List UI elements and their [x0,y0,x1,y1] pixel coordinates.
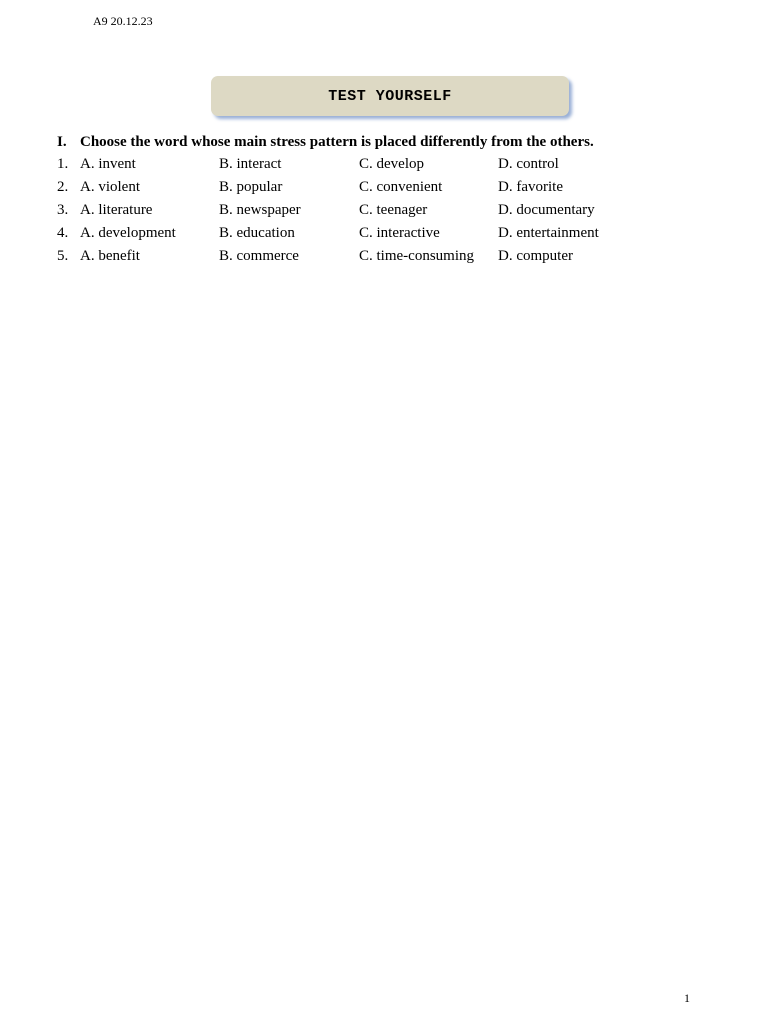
option-a: A. benefit [80,248,140,264]
question-row [57,248,677,271]
option-a: A. literature [80,202,153,218]
question-number: 1. [57,156,69,172]
question-number: 4. [57,225,69,241]
question-row [57,179,677,202]
option-b: B. interact [219,156,282,172]
section-instruction: Choose the word whose main stress pattern is placed differently from the others. [80,134,594,150]
question-list [57,156,677,271]
option-d: D. favorite [498,179,563,195]
option-b: B. education [219,225,295,241]
option-c: C. convenient [359,179,443,195]
question-row [57,156,677,179]
question-number: 2. [57,179,69,195]
section-numeral: I. [57,134,67,150]
option-d: D. entertainment [498,225,599,241]
section-heading [57,134,594,151]
option-c: C. develop [359,156,424,172]
question-number: 5. [57,248,69,264]
option-a: A. violent [80,179,140,195]
option-c: C. interactive [359,225,440,241]
page-title: TEST YOURSELF [328,87,452,105]
option-a: A. invent [80,156,136,172]
option-d: D. documentary [498,202,595,218]
option-a: A. development [80,225,176,241]
option-b: B. commerce [219,248,299,264]
question-row [57,202,677,225]
option-b: B. popular [219,179,283,195]
page-number: 1 [684,991,690,1005]
document-code: A9 20.12.23 [93,14,153,28]
question-row [57,225,677,248]
option-c: C. teenager [359,202,428,218]
question-number: 3. [57,202,69,218]
option-d: D. control [498,156,559,172]
option-d: D. computer [498,248,573,264]
option-b: B. newspaper [219,202,301,218]
title-banner [211,76,569,116]
option-c: C. time-consuming [359,248,474,264]
